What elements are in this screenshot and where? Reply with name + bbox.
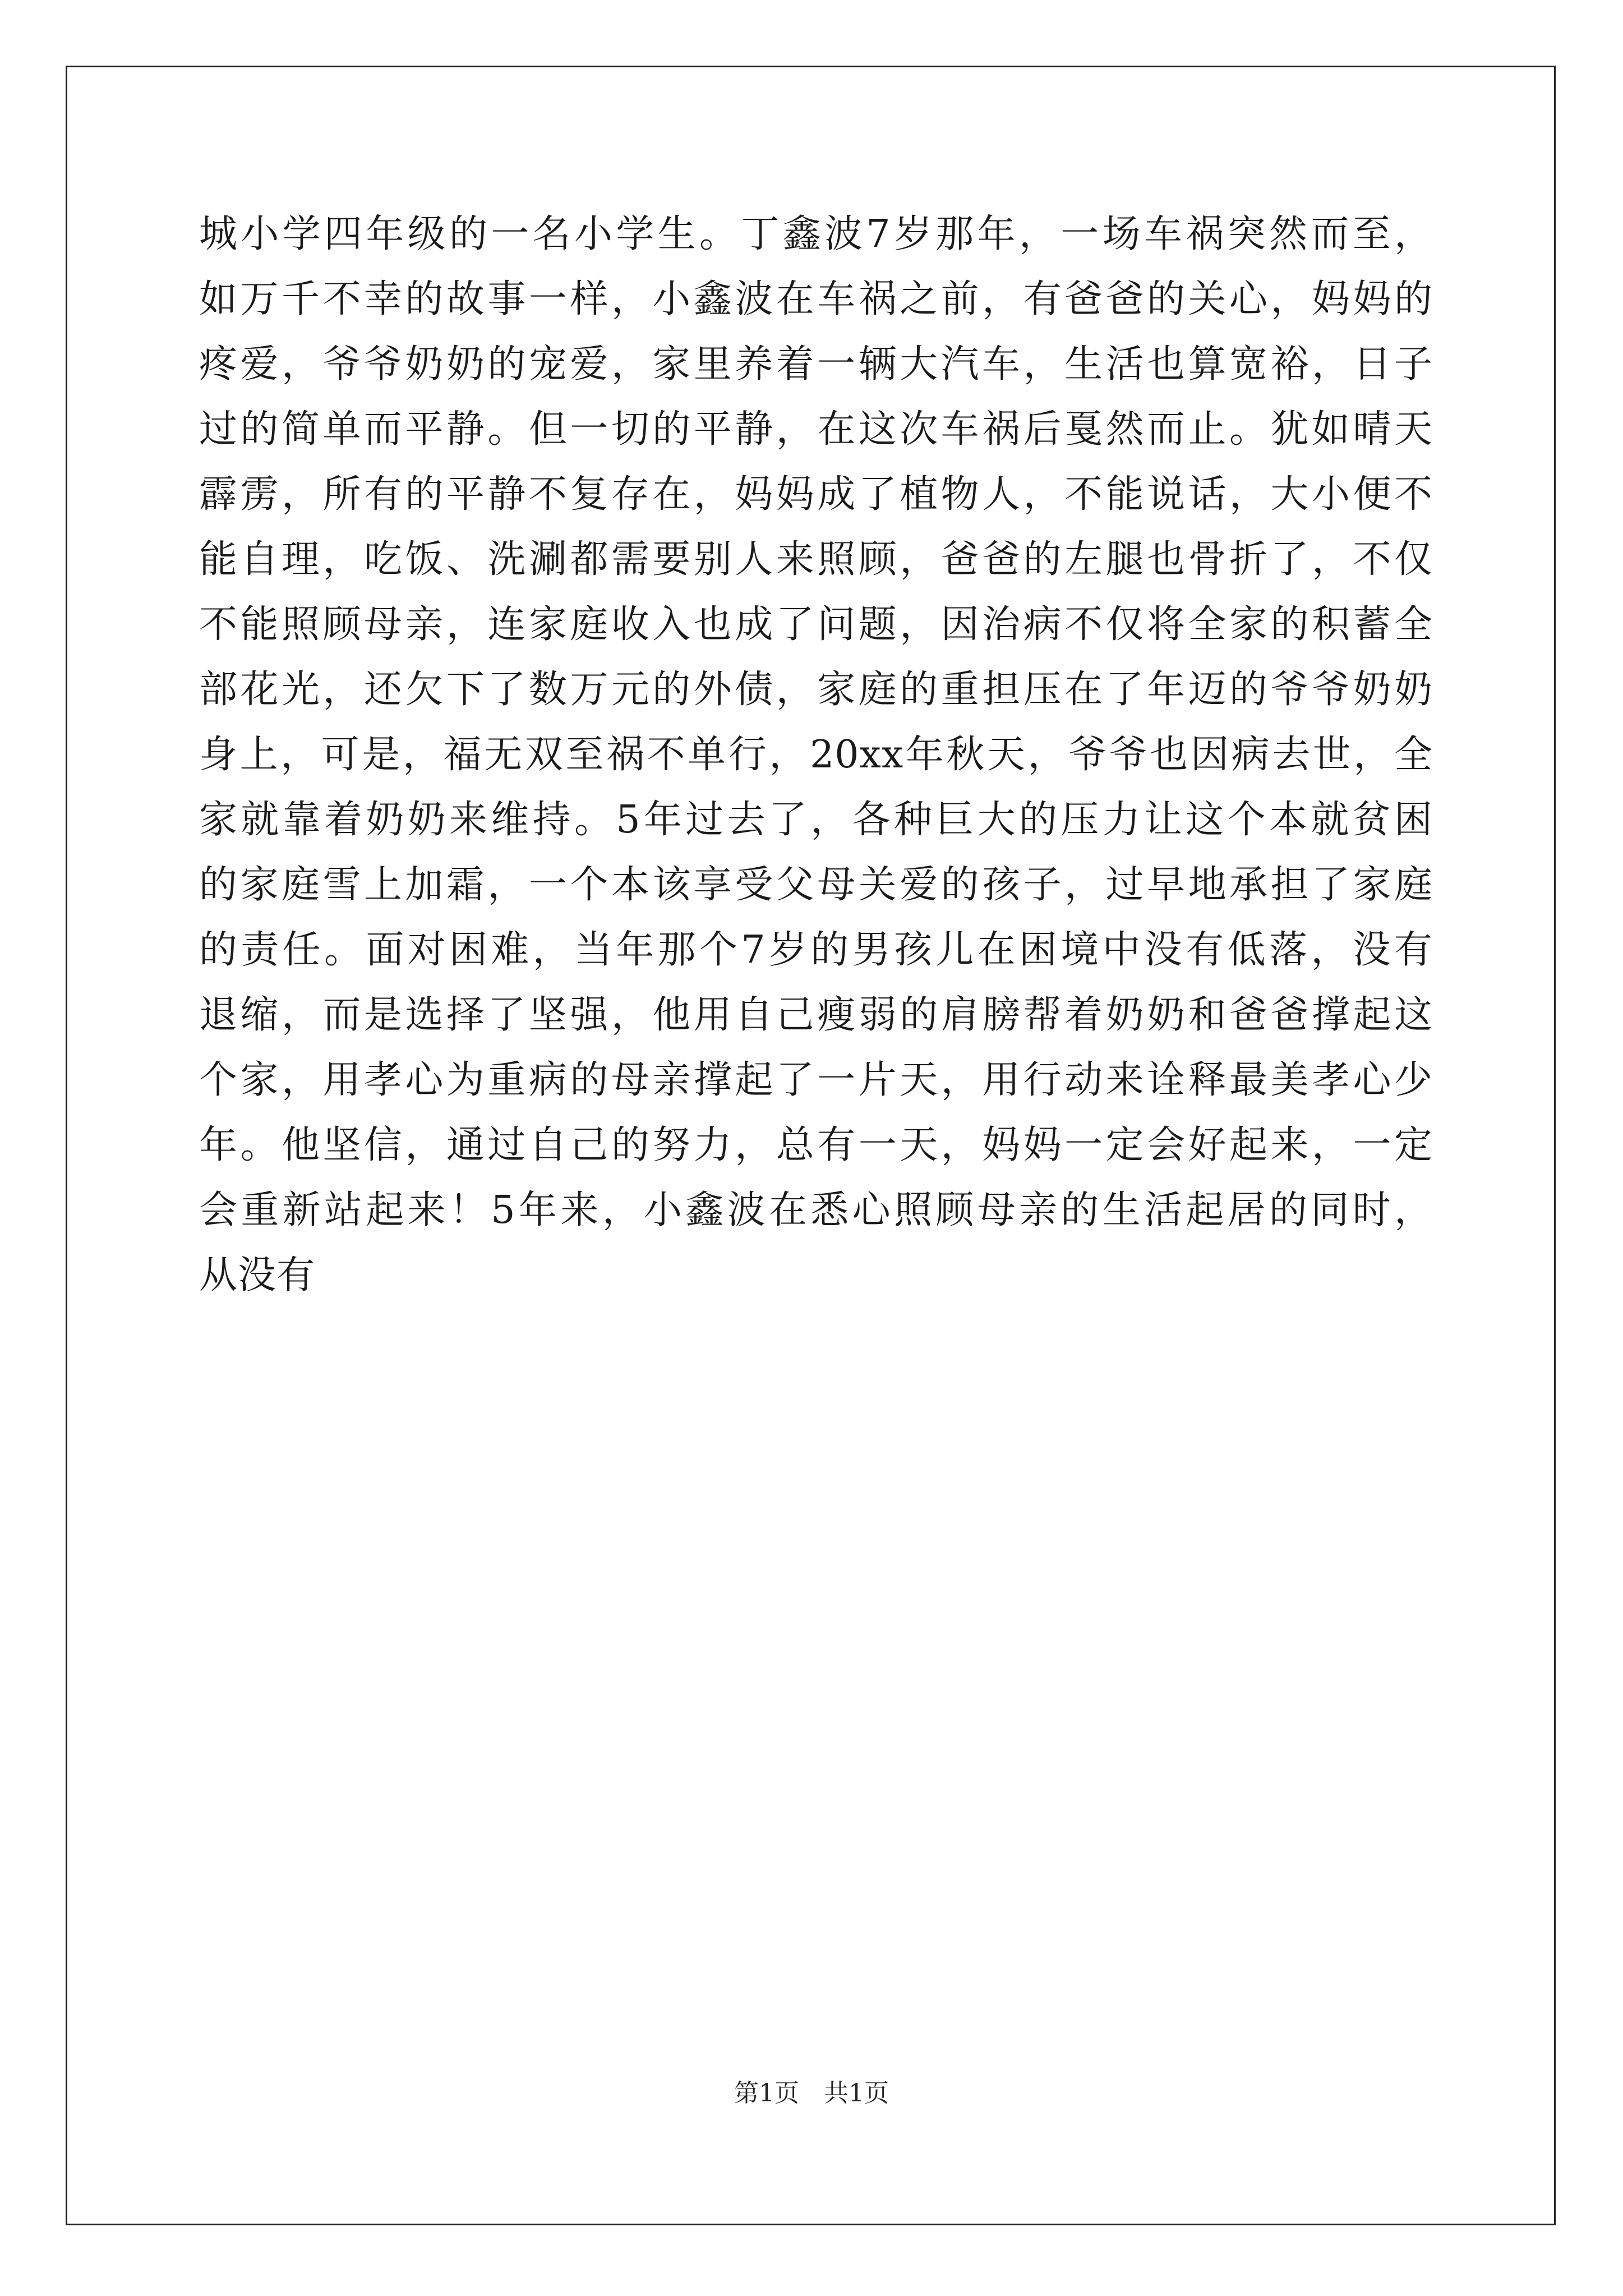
text-line: 部花光，还欠下了数万元的外债，家庭的重担压在了年迈的爷爷奶奶	[199, 668, 1433, 712]
text-line: 的家庭雪上加霜，一个本该享受父母关爱的孩子，过早地承担了家庭	[199, 863, 1433, 907]
text-line: 退缩，而是选择了坚强，他用自己瘦弱的肩膀帮着奶奶和爸爸撑起这	[199, 993, 1433, 1037]
document-body	[199, 202, 1433, 1308]
text-line: 个家，用孝心为重病的母亲撑起了一片天，用行动来诠释最美孝心少	[199, 1058, 1433, 1102]
page-number-label: 第1页 共1页	[734, 2079, 889, 2108]
text-line: 如万千不幸的故事一样，小鑫波在车祸之前，有爸爸的关心，妈妈的	[199, 277, 1433, 321]
text-line: 家就靠着奶奶来维持。5年过去了，各种巨大的压力让这个本就贫困	[199, 798, 1433, 842]
text-line-last: 从没有	[199, 1253, 316, 1297]
text-line: 的责任。面对困难，当年那个7岁的男孩儿在困境中没有低落，没有	[199, 928, 1433, 972]
text-line: 会重新站起来！5年来，小鑫波在悉心照顾母亲的生活起居的同时，	[199, 1188, 1433, 1232]
text-line: 霹雳，所有的平静不复存在，妈妈成了植物人，不能说话，大小便不	[199, 472, 1433, 517]
text-line: 不能照顾母亲，连家庭收入也成了问题，因治病不仅将全家的积蓄全	[199, 602, 1433, 647]
text-line: 城小学四年级的一名小学生。丁鑫波7岁那年，一场车祸突然而至，	[199, 212, 1433, 256]
text-line: 身上，可是，福无双至祸不单行，20xx年秋天，爷爷也因病去世，全	[199, 733, 1433, 777]
text-line: 年。他坚信，通过自己的努力，总有一天，妈妈一定会好起来，一定	[199, 1123, 1433, 1167]
page-footer	[0, 2077, 1623, 2110]
text-line: 疼爱，爷爷奶奶的宠爱，家里养着一辆大汽车，生活也算宽裕，日子	[199, 342, 1433, 386]
text-line: 能自理，吃饭、洗涮都需要别人来照顾，爸爸的左腿也骨折了，不仅	[199, 537, 1433, 582]
text-line: 过的简单而平静。但一切的平静，在这次车祸后戛然而止。犹如晴天	[199, 407, 1433, 452]
